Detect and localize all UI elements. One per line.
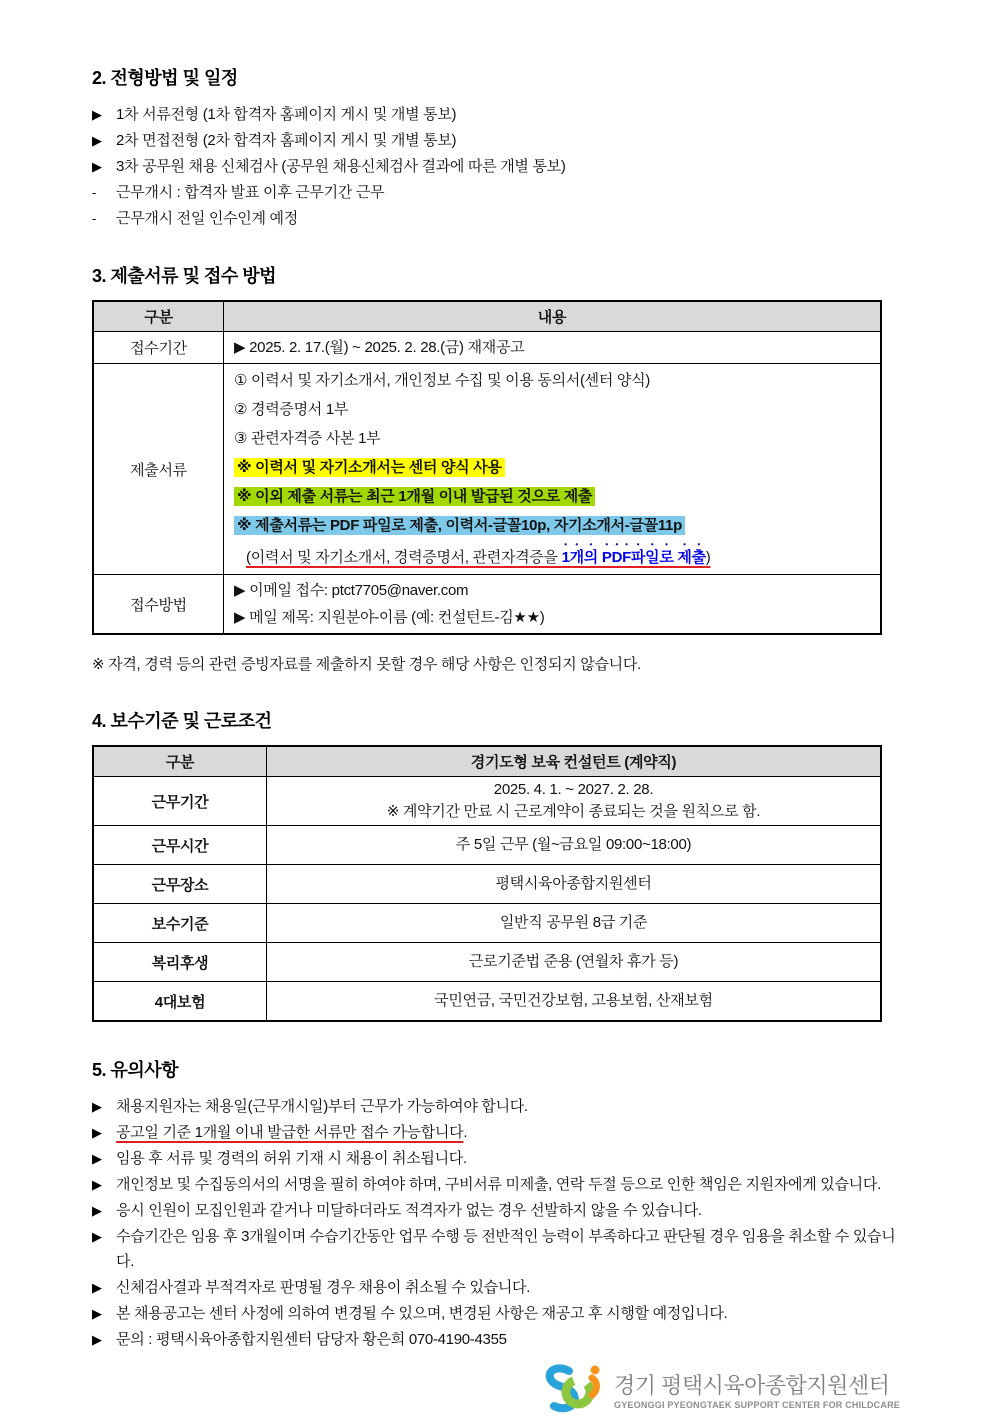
bullet-triangle-icon: ▶: [92, 133, 102, 148]
doc-note-green: [234, 482, 870, 511]
table-row: [93, 865, 881, 904]
bullet-triangle-icon: ▶: [92, 1203, 102, 1218]
row-label: 근무기간: [93, 777, 267, 826]
work-place: 평택시육아종합지원센터: [495, 875, 652, 892]
list-item: [92, 1172, 900, 1197]
list-item-text: 근무개시 전일 인수인계 예정: [116, 210, 298, 227]
list-item: [92, 180, 900, 206]
row-content: [224, 364, 882, 575]
list-item-text: 본 채용공고는 센터 사정에 의하여 변경될 수 있으며, 변경된 사항은 재공고 후 시행할 예정입니다.: [116, 1305, 728, 1322]
red-underlined-text: [246, 549, 711, 566]
bullet-triangle-icon: ▶: [92, 1125, 102, 1140]
row-content: [267, 943, 882, 982]
doc-line-1: ① 이력서 및 자기소개서, 개인정보 수집 및 이용 동의서(센터 양식): [234, 372, 650, 389]
doc-line-2: ② 경력증명서 1부: [234, 401, 349, 418]
bullet-triangle-icon: ▶: [92, 159, 102, 174]
list-item-text: 3차 공무원 채용 신체검사 (공무원 채용신체검사 결과에 따른 개별 통보): [116, 158, 566, 175]
row-label: 근무장소: [93, 865, 267, 904]
list-item-text: 신체검사결과 부적격자로 판명될 경우 채용이 취소될 수 있습니다.: [116, 1279, 531, 1296]
list-item: [92, 154, 900, 180]
row-content: [224, 332, 882, 364]
list-item: [92, 1301, 900, 1326]
list-item: [92, 1275, 900, 1300]
insurance: 국민연금, 국민건강보험, 고용보험, 산재보험: [434, 992, 713, 1009]
header-cell-group: 구분: [93, 301, 224, 332]
row-content: [267, 904, 882, 943]
footer: [92, 1362, 900, 1416]
section-notes: [92, 1056, 900, 1352]
bullet-triangle-icon: ▶: [92, 1306, 102, 1321]
section-submission: [92, 262, 900, 677]
logo-english-name: GYEONGGI PYEONGTAEK SUPPORT CENTER FOR CHILDCARE: [614, 1399, 900, 1410]
list-item: [92, 102, 900, 128]
doc-note-yellow: [234, 453, 870, 482]
row-label: 근무시간: [93, 826, 267, 865]
highlighted-text: ※ 제출서류는 PDF 파일로 제출, 이력서-글꼴10p, 자기소개서-글꼴11p: [234, 516, 685, 535]
highlighted-text: ※ 이력서 및 자기소개서는 센터 양식 사용: [234, 458, 505, 477]
paren-suffix: ): [705, 549, 711, 566]
bullet-triangle-icon: ▶: [92, 1099, 102, 1114]
list-item: [92, 1120, 900, 1145]
sentence-period: .: [463, 1124, 468, 1141]
section-selection-method: [92, 64, 900, 232]
table-row: [93, 575, 881, 635]
table-header-row: [93, 301, 881, 332]
doc-note-blue: [234, 511, 870, 540]
center-logo: [542, 1362, 900, 1416]
table-row: [93, 904, 881, 943]
row-content: [267, 777, 882, 826]
list-item-text: 근무개시 : 합격자 발표 이후 근무기간 근무: [116, 184, 385, 201]
table-header-row: [93, 746, 881, 777]
work-period-note: ※ 계약기간 만료 시 근로계약이 종료되는 것을 원칙으로 함.: [386, 803, 761, 820]
row-content: [267, 865, 882, 904]
bullet-triangle-icon: ▶: [92, 1280, 102, 1295]
list-item: [92, 1094, 900, 1119]
paren-prefix: (이력서 및 자기소개서, 경력증명서, 관련자격증을: [246, 549, 562, 566]
row-content: [267, 982, 882, 1022]
recruitment-notice-page: [92, 64, 900, 1416]
center-logo-icon: [542, 1362, 604, 1416]
list-item-text: 채용지원자는 채용일(근무개시일)부터 근무가 가능하여야 합니다.: [116, 1098, 528, 1115]
welfare: 근로기준법 준용 (연월차 휴가 등): [468, 953, 679, 970]
list-item-text: 2차 면접전형 (2차 합격자 홈페이지 게시 및 개별 통보): [116, 132, 457, 149]
list-item-text: 수습기간은 임용 후 3개월이며 수습기간동안 업무 수행 등 전반적인 능력이 부족하다고 판단될 경우 임용을 취소할 수 있습니다.: [116, 1228, 896, 1270]
table-row: [93, 777, 881, 826]
submission-note: ※ 자격, 경력 등의 관련 증빙자료를 제출하지 못할 경우 해당 사항은 인정되지 않습니다.: [92, 656, 641, 673]
list-item: [92, 1198, 900, 1223]
list-item-text: 응시 인원이 모집인원과 같거나 미달하더라도 적격자가 없는 경우 선발하지 않을 수 있습니다.: [116, 1202, 702, 1219]
pay-standard: 일반직 공무원 8급 기준: [499, 914, 648, 931]
table-row: [93, 982, 881, 1022]
list-item: [92, 206, 900, 232]
doc-line-3: ③ 관련자격증 사본 1부: [234, 430, 381, 447]
row-label: 접수방법: [93, 575, 224, 635]
section-pay-title: 4. 보수기준 및 근로조건: [92, 711, 272, 731]
pay-table: [92, 745, 882, 1022]
bullet-dash-icon: -: [92, 185, 97, 200]
list-item-text: 임용 후 서류 및 경력의 허위 기재 시 채용이 취소됩니다.: [116, 1150, 467, 1167]
row-label: 복리후생: [93, 943, 267, 982]
row-label: 접수기간: [93, 332, 224, 364]
list-item-text: 개인정보 및 수집동의서의 서명을 필히 하여야 하며, 구비서류 미제출, 연락 두절 등으로 인한 책임은 지원자에게 있습니다.: [116, 1176, 881, 1193]
method-line-subject: ▶ 메일 제목: 지원분야-이름 (예: 컨설턴트-김★★): [234, 609, 545, 626]
list-item: [92, 128, 900, 154]
table-row: [93, 826, 881, 865]
row-label: 제출서류: [93, 364, 224, 575]
selection-method-list: [92, 102, 900, 232]
row-content: [224, 575, 882, 635]
table-row: [93, 332, 881, 364]
list-item-text: 문의 : 평택시육아종합지원센터 담당자 황은희 070-4190-4355: [116, 1331, 507, 1348]
section-notes-title: 5. 유의사항: [92, 1060, 179, 1080]
bullet-triangle-icon: ▶: [92, 1332, 102, 1347]
list-item-text: 1차 서류전형 (1차 합격자 홈페이지 게시 및 개별 통보): [116, 106, 457, 123]
bullet-triangle-icon: ▶: [92, 1229, 102, 1244]
list-item: [92, 1224, 900, 1274]
work-hours: 주 5일 근무 (월~금요일 09:00~18:00): [455, 836, 692, 853]
list-item: [92, 1327, 900, 1352]
header-cell-group: 구분: [93, 746, 267, 777]
header-cell-position: 경기도형 보육 컨설턴트 (계약직): [267, 746, 882, 777]
header-cell-content: 내용: [224, 301, 882, 332]
row-label: 4대보험: [93, 982, 267, 1022]
row-label: 보수기준: [93, 904, 267, 943]
work-period-dates: 2025. 4. 1. ~ 2027. 2. 28.: [493, 781, 654, 798]
table-row: [93, 943, 881, 982]
notes-list: [92, 1094, 900, 1352]
bullet-dash-icon: -: [92, 211, 97, 226]
section-pay: [92, 707, 900, 1022]
list-item: [92, 1146, 900, 1171]
doc-note-pdf: [234, 540, 870, 572]
logo-korean-name: 경기 평택시육아종합지원센터: [614, 1372, 890, 1398]
list-item-text: [116, 1120, 900, 1145]
period-text: ▶ 2025. 2. 17.(월) ~ 2025. 2. 28.(금) 재재공고: [234, 339, 525, 356]
method-line-email: ▶ 이메일 접수: ptct7705@naver.com: [234, 582, 469, 599]
red-underlined-text: 공고일 기준 1개월 이내 발급한 서류만 접수 가능합니다: [116, 1124, 464, 1141]
table-row: [93, 364, 881, 575]
row-content: [267, 826, 882, 865]
logo-text-block: [614, 1369, 900, 1410]
bullet-triangle-icon: ▶: [92, 1151, 102, 1166]
submission-table: [92, 300, 882, 635]
blue-emphasized-text: 1개의 PDF파일로 제출: [561, 549, 706, 566]
section-selection-method-title: 2. 전형방법 및 일정: [92, 68, 238, 88]
bullet-triangle-icon: ▶: [92, 1177, 102, 1192]
highlighted-text: ※ 이외 제출 서류는 최근 1개월 이내 발급된 것으로 제출: [234, 487, 595, 506]
section-submission-title: 3. 제출서류 및 접수 방법: [92, 266, 277, 286]
bullet-triangle-icon: ▶: [92, 107, 102, 122]
